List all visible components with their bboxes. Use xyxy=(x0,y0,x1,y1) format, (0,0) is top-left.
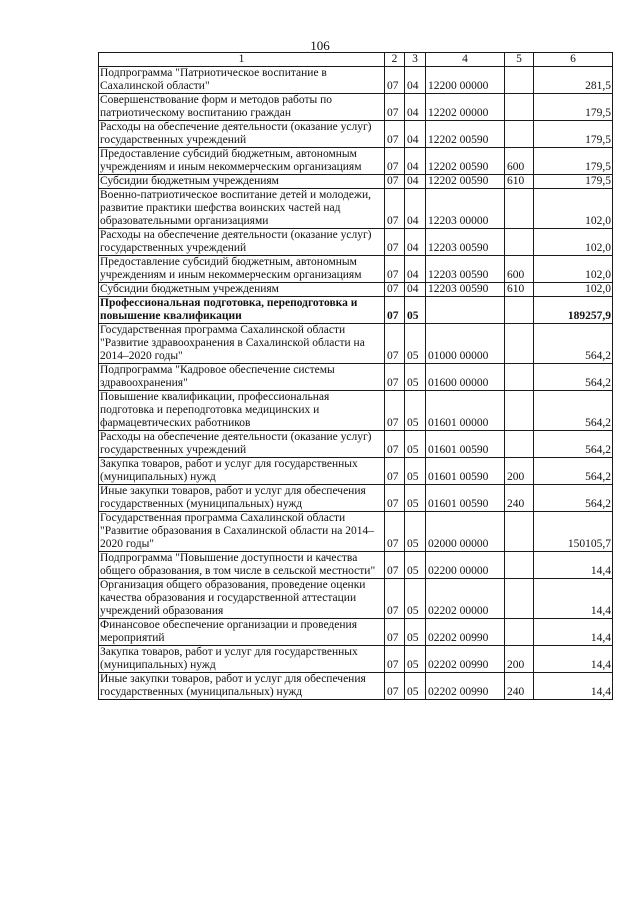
row-amount: 102,0 xyxy=(534,256,613,283)
row-subsection: 04 xyxy=(405,283,426,297)
table-row xyxy=(99,431,613,458)
row-subsection: 05 xyxy=(405,431,426,458)
row-target-article: 12203 00590 xyxy=(426,229,505,256)
table-row xyxy=(99,175,613,189)
row-name: Военно-патриотическое воспитание детей и молодежи, развитие практики шефства воинских частей над образовательными организациями xyxy=(99,189,385,229)
row-section: 07 xyxy=(385,121,405,148)
row-section: 07 xyxy=(385,673,405,700)
row-amount: 102,0 xyxy=(534,229,613,256)
row-subsection: 05 xyxy=(405,646,426,673)
budget-table xyxy=(98,52,613,700)
row-amount: 564,2 xyxy=(534,458,613,485)
row-expense-type xyxy=(505,229,534,256)
row-name: Предоставление субсидий бюджетным, автономным учреждениям и иным некоммерческим организациям xyxy=(99,148,385,175)
row-section: 07 xyxy=(385,297,405,324)
row-subsection: 05 xyxy=(405,579,426,619)
row-amount: 14,4 xyxy=(534,619,613,646)
row-target-article: 01000 00000 xyxy=(426,324,505,364)
row-section: 07 xyxy=(385,619,405,646)
row-expense-type xyxy=(505,189,534,229)
table-row xyxy=(99,364,613,391)
row-subsection: 04 xyxy=(405,175,426,189)
header-col-2: 2 xyxy=(385,53,405,67)
row-amount: 14,4 xyxy=(534,673,613,700)
table-row xyxy=(99,646,613,673)
row-name: Финансовое обеспечение организации и проведения мероприятий xyxy=(99,619,385,646)
header-col-1: 1 xyxy=(99,53,385,67)
table-body xyxy=(99,53,613,700)
row-name: Субсидии бюджетным учреждениям xyxy=(99,175,385,189)
row-amount: 102,0 xyxy=(534,283,613,297)
row-expense-type xyxy=(505,579,534,619)
row-section: 07 xyxy=(385,148,405,175)
table-row xyxy=(99,148,613,175)
table-row xyxy=(99,283,613,297)
row-target-article: 01601 00590 xyxy=(426,458,505,485)
table-row xyxy=(99,324,613,364)
row-subsection: 05 xyxy=(405,458,426,485)
row-subsection: 05 xyxy=(405,485,426,512)
row-name: Государственная программа Сахалинской области "Развитие здравоохранения в Сахалинской области на 2014–2020 годы" xyxy=(99,324,385,364)
row-amount: 150105,7 xyxy=(534,512,613,552)
row-expense-type: 240 xyxy=(505,673,534,700)
row-section: 07 xyxy=(385,175,405,189)
table-row xyxy=(99,619,613,646)
row-name: Предоставление субсидий бюджетным, автономным учреждениям и иным некоммерческим организациям xyxy=(99,256,385,283)
row-name: Расходы на обеспечение деятельности (оказание услуг) государственных учреждений xyxy=(99,229,385,256)
row-section: 07 xyxy=(385,324,405,364)
row-name: Профессиональная подготовка, переподготовка и повышение квалификации xyxy=(99,297,385,324)
table-row xyxy=(99,458,613,485)
row-section: 07 xyxy=(385,431,405,458)
row-subsection: 04 xyxy=(405,256,426,283)
row-name: Государственная программа Сахалинской области "Развитие образования в Сахалинской области на 2014–2020 годы" xyxy=(99,512,385,552)
row-name: Организация общего образования, проведение оценки качества образования и государственной аттестации учреждений образования xyxy=(99,579,385,619)
row-name: Иные закупки товаров, работ и услуг для обеспечения государственных (муниципальных) нужд xyxy=(99,673,385,700)
row-subsection: 04 xyxy=(405,148,426,175)
row-section: 07 xyxy=(385,229,405,256)
row-target-article: 12203 00590 xyxy=(426,283,505,297)
row-target-article: 02202 00990 xyxy=(426,646,505,673)
row-subsection: 05 xyxy=(405,391,426,431)
row-section: 07 xyxy=(385,67,405,94)
row-target-article: 01601 00000 xyxy=(426,391,505,431)
row-expense-type: 600 xyxy=(505,148,534,175)
row-expense-type xyxy=(505,431,534,458)
row-target-article: 12203 00590 xyxy=(426,256,505,283)
row-target-article: 02202 00990 xyxy=(426,673,505,700)
row-expense-type xyxy=(505,324,534,364)
row-target-article: 02202 00990 xyxy=(426,619,505,646)
row-target-article: 12203 00000 xyxy=(426,189,505,229)
row-subsection: 05 xyxy=(405,324,426,364)
row-section: 07 xyxy=(385,94,405,121)
table-row xyxy=(99,552,613,579)
row-name: Расходы на обеспечение деятельности (оказание услуг) государственных учреждений xyxy=(99,431,385,458)
row-name: Подпрограмма "Кадровое обеспечение системы здравоохранения" xyxy=(99,364,385,391)
row-target-article: 02000 00000 xyxy=(426,512,505,552)
row-target-article: 01601 00590 xyxy=(426,431,505,458)
row-name: Совершенствование форм и методов работы по патриотическому воспитанию граждан xyxy=(99,94,385,121)
row-amount: 179,5 xyxy=(534,94,613,121)
row-name: Повышение квалификации, профессиональная подготовка и переподготовка медицинских и фармацевтических работников xyxy=(99,391,385,431)
row-target-article: 12200 00000 xyxy=(426,67,505,94)
row-section: 07 xyxy=(385,512,405,552)
table-row xyxy=(99,256,613,283)
row-subsection: 04 xyxy=(405,67,426,94)
row-expense-type xyxy=(505,364,534,391)
row-amount: 564,2 xyxy=(534,391,613,431)
header-col-4: 4 xyxy=(426,53,505,67)
row-section: 07 xyxy=(385,579,405,619)
row-target-article: 01600 00000 xyxy=(426,364,505,391)
row-name: Субсидии бюджетным учреждениям xyxy=(99,283,385,297)
row-section: 07 xyxy=(385,485,405,512)
row-amount: 564,2 xyxy=(534,324,613,364)
table-row xyxy=(99,673,613,700)
row-expense-type xyxy=(505,121,534,148)
row-amount: 179,5 xyxy=(534,148,613,175)
header-col-5: 5 xyxy=(505,53,534,67)
row-expense-type: 610 xyxy=(505,283,534,297)
row-name: Расходы на обеспечение деятельности (оказание услуг) государственных учреждений xyxy=(99,121,385,148)
row-name: Закупка товаров, работ и услуг для государственных (муниципальных) нужд xyxy=(99,458,385,485)
row-amount: 564,2 xyxy=(534,364,613,391)
header-col-3: 3 xyxy=(405,53,426,67)
row-section: 07 xyxy=(385,458,405,485)
table-row xyxy=(99,229,613,256)
table-row xyxy=(99,67,613,94)
row-section: 07 xyxy=(385,256,405,283)
row-subsection: 05 xyxy=(405,297,426,324)
row-target-article: 12202 00000 xyxy=(426,94,505,121)
table-row xyxy=(99,297,613,324)
row-section: 07 xyxy=(385,391,405,431)
row-amount: 14,4 xyxy=(534,552,613,579)
row-amount: 179,5 xyxy=(534,121,613,148)
row-name: Закупка товаров, работ и услуг для государственных (муниципальных) нужд xyxy=(99,646,385,673)
table-row xyxy=(99,94,613,121)
row-subsection: 04 xyxy=(405,94,426,121)
row-expense-type xyxy=(505,391,534,431)
row-target-article: 12202 00590 xyxy=(426,121,505,148)
table-row xyxy=(99,512,613,552)
row-name: Подпрограмма "Повышение доступности и качества общего образования, в том числе в сельской местности" xyxy=(99,552,385,579)
row-expense-type xyxy=(505,512,534,552)
row-section: 07 xyxy=(385,646,405,673)
row-amount: 564,2 xyxy=(534,431,613,458)
row-subsection: 04 xyxy=(405,189,426,229)
row-subsection: 05 xyxy=(405,619,426,646)
row-amount: 14,4 xyxy=(534,646,613,673)
table-row xyxy=(99,189,613,229)
row-subsection: 05 xyxy=(405,512,426,552)
row-target-article xyxy=(426,297,505,324)
row-amount: 189257,9 xyxy=(534,297,613,324)
row-expense-type xyxy=(505,67,534,94)
table-row xyxy=(99,391,613,431)
row-subsection: 05 xyxy=(405,673,426,700)
row-target-article: 12202 00590 xyxy=(426,175,505,189)
row-subsection: 04 xyxy=(405,229,426,256)
row-amount: 564,2 xyxy=(534,485,613,512)
row-expense-type xyxy=(505,297,534,324)
row-section: 07 xyxy=(385,189,405,229)
row-amount: 14,4 xyxy=(534,579,613,619)
row-expense-type: 600 xyxy=(505,256,534,283)
row-section: 07 xyxy=(385,283,405,297)
header-col-6: 6 xyxy=(534,53,613,67)
row-amount: 102,0 xyxy=(534,189,613,229)
row-target-article: 02200 00000 xyxy=(426,552,505,579)
row-expense-type: 200 xyxy=(505,646,534,673)
row-subsection: 05 xyxy=(405,552,426,579)
header-row xyxy=(99,53,613,67)
row-expense-type: 200 xyxy=(505,458,534,485)
page-number: 106 xyxy=(310,38,330,53)
row-target-article: 01601 00590 xyxy=(426,485,505,512)
table-row xyxy=(99,579,613,619)
row-section: 07 xyxy=(385,552,405,579)
row-amount: 281,5 xyxy=(534,67,613,94)
row-name: Иные закупки товаров, работ и услуг для обеспечения государственных (муниципальных) нужд xyxy=(99,485,385,512)
row-amount: 179,5 xyxy=(534,175,613,189)
row-subsection: 05 xyxy=(405,364,426,391)
row-target-article: 12202 00590 xyxy=(426,148,505,175)
row-expense-type xyxy=(505,552,534,579)
row-expense-type: 610 xyxy=(505,175,534,189)
row-target-article: 02202 00000 xyxy=(426,579,505,619)
table-row xyxy=(99,485,613,512)
row-subsection: 04 xyxy=(405,121,426,148)
table-row xyxy=(99,121,613,148)
row-expense-type xyxy=(505,94,534,121)
row-expense-type xyxy=(505,619,534,646)
row-section: 07 xyxy=(385,364,405,391)
row-expense-type: 240 xyxy=(505,485,534,512)
row-name: Подпрограмма "Патриотическое воспитание в Сахалинской области" xyxy=(99,67,385,94)
